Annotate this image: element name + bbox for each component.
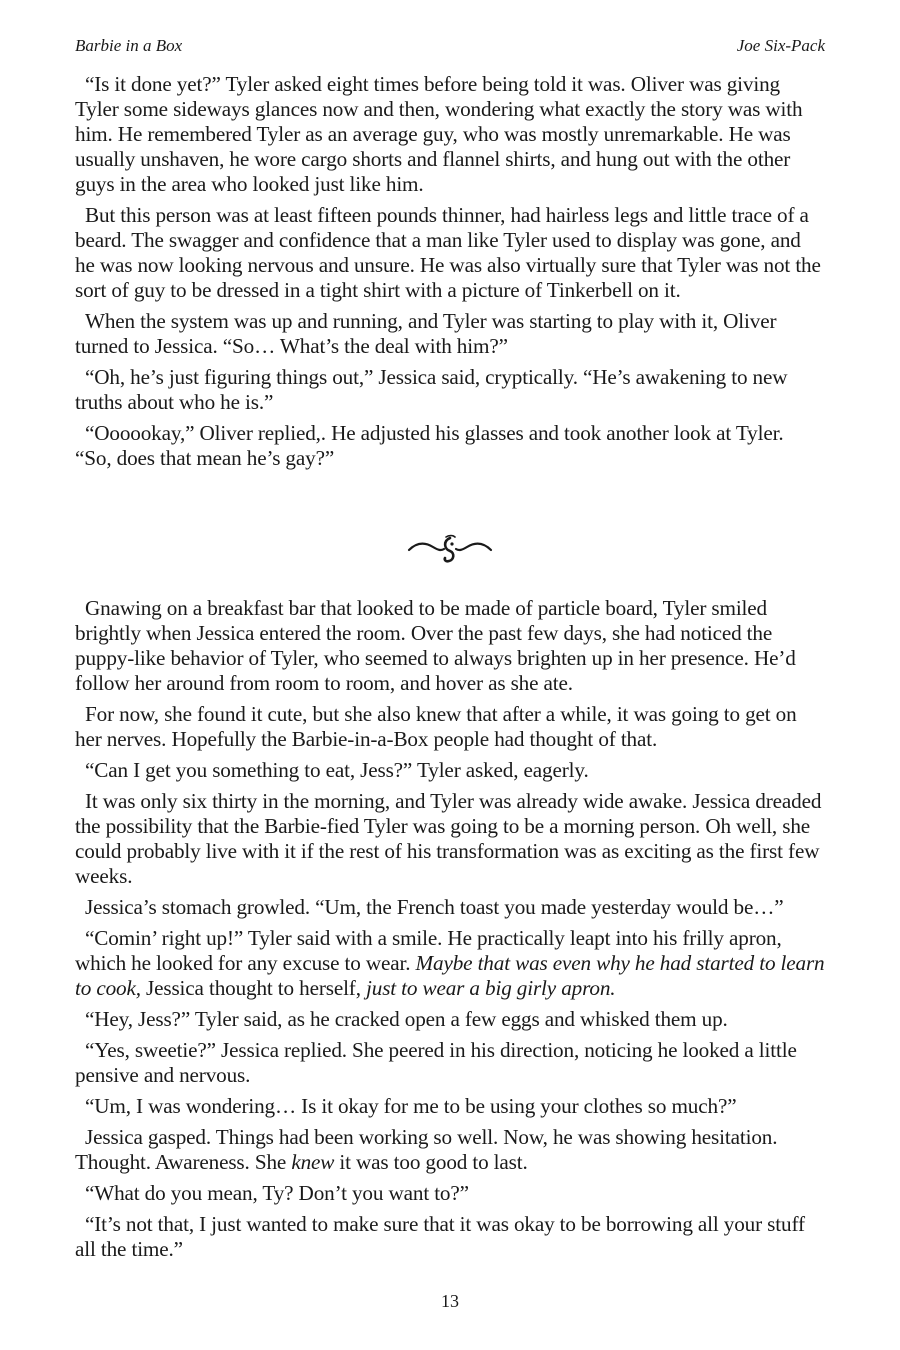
decorative-flourish-icon	[405, 532, 495, 566]
paragraph: But this person was at least fifteen pounds thinner, had hairless legs and little trace of a beard. The swagger and confidence that a man like Tyler used to display was gone, and he was now looking nervous and unsure. He was also virtually sure that Tyler was not the sort of guy to be dressed in a tight shirt with a picture of Tinkerbell on it.	[75, 203, 821, 302]
italic-emphasis: knew	[291, 1150, 335, 1174]
running-header	[75, 36, 825, 58]
paragraph: “Oooookay,” Oliver replied,. He adjusted his glasses and took another look at Tyler. “So, does that mean he’s gay?”	[75, 421, 784, 470]
chapter-title: Joe Six-Pack	[736, 36, 825, 55]
paragraph: “What do you mean, Ty? Don’t you want to?”	[85, 1181, 469, 1205]
book-title: Barbie in a Box	[75, 36, 183, 55]
paragraph: It was only six thirty in the morning, and Tyler was already wide awake. Jessica dreaded the possibility that the Barbie-fied Tyler was going to be a morning person. Oh well, she could probably live with it if the rest of his transformation was as exciting as the first few weeks.	[75, 789, 822, 888]
paragraph: Jessica’s stomach growled. “Um, the French toast you made yesterday would be…”	[85, 895, 784, 919]
text-run: “Comin’ right up!” Tyler said with a smile. He practically leapt into his frilly apron, which he looked for any excuse to wear.	[75, 926, 782, 975]
paragraph: “Yes, sweetie?” Jessica replied. She peered in his direction, noticing he looked a little pensive and nervous.	[75, 1038, 797, 1087]
page-number: 13	[441, 1291, 459, 1311]
paragraph-with-italics	[75, 926, 825, 1001]
paragraph: “Oh, he’s just figuring things out,” Jessica said, cryptically. “He’s awakening to new truths about who he is.”	[75, 365, 788, 414]
text-run: Jessica gasped. Things had been working so well. Now, he was showing hesitation. Thought. Awareness. She	[75, 1125, 778, 1174]
italic-thought: just to wear a big girly apron.	[366, 976, 616, 1000]
paragraph: When the system was up and running, and Tyler was starting to play with it, Oliver turned to Jessica. “So… What’s the deal with him?”	[75, 309, 777, 358]
body-text-section-1	[75, 72, 825, 477]
paragraph: “Is it done yet?” Tyler asked eight times before being told it was. Oliver was giving Tyler some sideways glances now and then, wondering what exactly the story was with him. He remembered Tyler as an average guy, who was mostly unremarkable. He was usually unshaven, he wore cargo shorts and flannel shirts, and hung out with the other guys in the area who looked just like him.	[75, 72, 803, 196]
section-break-ornament	[405, 532, 495, 566]
paragraph-with-italics	[75, 1125, 825, 1175]
paragraph: “It’s not that, I just wanted to make sure that it was okay to be borrowing all your stuff all the time.”	[75, 1212, 805, 1261]
italic-thought: Maybe that was even why he had started to learn to cook,	[75, 951, 825, 1000]
body-text-section-2	[75, 596, 825, 1268]
text-run: Jessica thought to herself,	[140, 976, 367, 1000]
paragraph: For now, she found it cute, but she also knew that after a while, it was going to get on her nerves. Hopefully the Barbie-in-a-Box people had thought of that.	[75, 702, 797, 751]
paragraph: “Hey, Jess?” Tyler said, as he cracked open a few eggs and whisked them up.	[85, 1007, 728, 1031]
paragraph: Gnawing on a breakfast bar that looked to be made of particle board, Tyler smiled brightly when Jessica entered the room. Over the past few days, she had noticed the puppy-like behavior of Tyler, who seemed to always brighten up in her presence. He’d follow her around from room to room, and hover as she ate.	[75, 596, 796, 695]
text-run: it was too good to last.	[334, 1150, 528, 1174]
paragraph: “Can I get you something to eat, Jess?” Tyler asked, eagerly.	[85, 758, 589, 782]
paragraph: “Um, I was wondering… Is it okay for me to be using your clothes so much?”	[85, 1094, 737, 1118]
